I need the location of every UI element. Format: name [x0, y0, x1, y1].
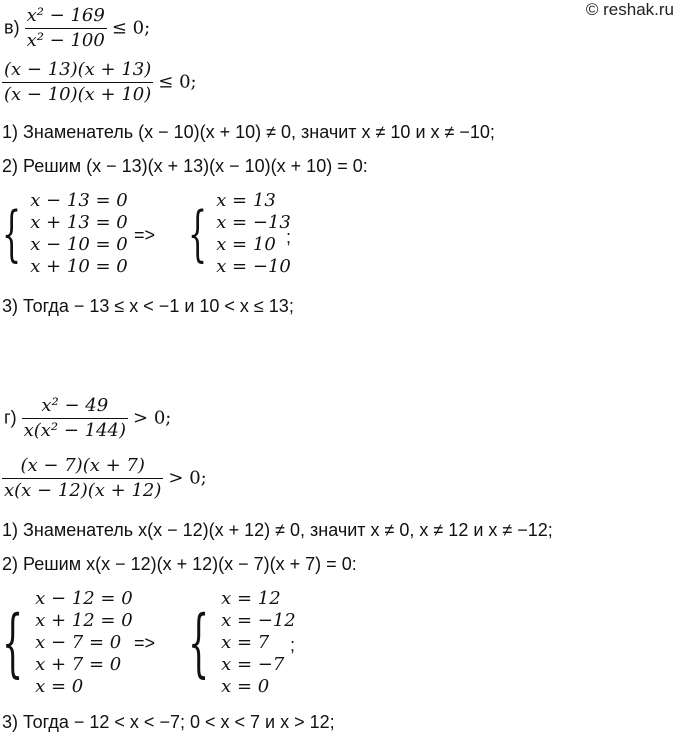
part-g-frac2: $\frac{(x - 7)(x + 7)}{x(x - 12)(x + 12)}$ > 0; [4, 455, 207, 502]
part-v-step2: 2) Решим (x − 13)(x + 13)(x − 10)(x + 10) = 0: [2, 156, 368, 176]
part-g-step2: 2) Решим x(x − 12)(x + 12)(x − 7)(x + 7) = 0: [2, 554, 357, 574]
brace: { [2, 199, 22, 269]
watermark: © reshak.ru [585, 0, 674, 19]
part-g-step1: 1) Знаменатель x(x − 12)(x + 12) ≠ 0, значит x ≠ 0, x ≠ 12 и x ≠ −12; [2, 520, 553, 540]
brace: { [2, 600, 24, 686]
part-g-arrow: => [134, 633, 156, 653]
part-v-arrow: => [134, 225, 156, 245]
fraction: $\frac{(x - 13)(x + 13)}{(x - 10)(x + 10)}$ [4, 59, 152, 106]
brace: { [188, 199, 208, 269]
part-g-system-right: { x = 12 x = −12 x = 7 x = −7 x = 0 [188, 588, 296, 697]
part-v-label: в) [4, 17, 20, 38]
part-g-system-left: { x − 12 = 0 x + 12 = 0 x − 7 = 0 x + 7 = 0 x = 0 [2, 588, 133, 697]
part-v-step1: 1) Знаменатель (x − 10)(x + 10) ≠ 0, значит x ≠ 10 и x ≠ −10; [2, 122, 495, 142]
part-g-step3: 3) Тогда − 12 < x < −7; 0 < x < 7 и x > 12; [2, 712, 335, 732]
part-v-system-left: { x − 13 = 0 x + 13 = 0 x − 10 = 0 x + 10 = 0 [2, 190, 128, 277]
part-g-sys-end: ; [290, 635, 296, 655]
part-v-frac1: в) $\frac{\text{x² − 169}}{\text{x² − 100}}$ ≤ 0; [4, 5, 151, 52]
part-g-frac1: г) $\frac{\text{x² − 49}}{\text{x(x² − 144)}}$ > 0; [4, 395, 172, 442]
part-v-step3: 3) Тогда − 13 ≤ x < −1 и 10 < x ≤ 13; [2, 296, 294, 316]
fraction: $\frac{(x - 7)(x + 7)}{x(x - 12)(x + 12)}$ [4, 455, 162, 502]
fraction: $\frac{\text{x² − 169}}{\text{x² − 100}}$ [26, 5, 105, 52]
fraction: $\frac{\text{x² − 49}}{\text{x(x² − 144)}}$ [23, 395, 127, 442]
part-v-frac2: $\frac{(x - 13)(x + 13)}{(x - 10)(x + 10)}$ ≤ 0; [4, 59, 197, 106]
brace: { [188, 600, 210, 686]
part-g-label: г) [4, 407, 17, 428]
part-v-sys-end: ; [286, 227, 292, 247]
part-v-system-right: { x = 13 x = −13 x = 10 x = −10 [188, 190, 291, 277]
